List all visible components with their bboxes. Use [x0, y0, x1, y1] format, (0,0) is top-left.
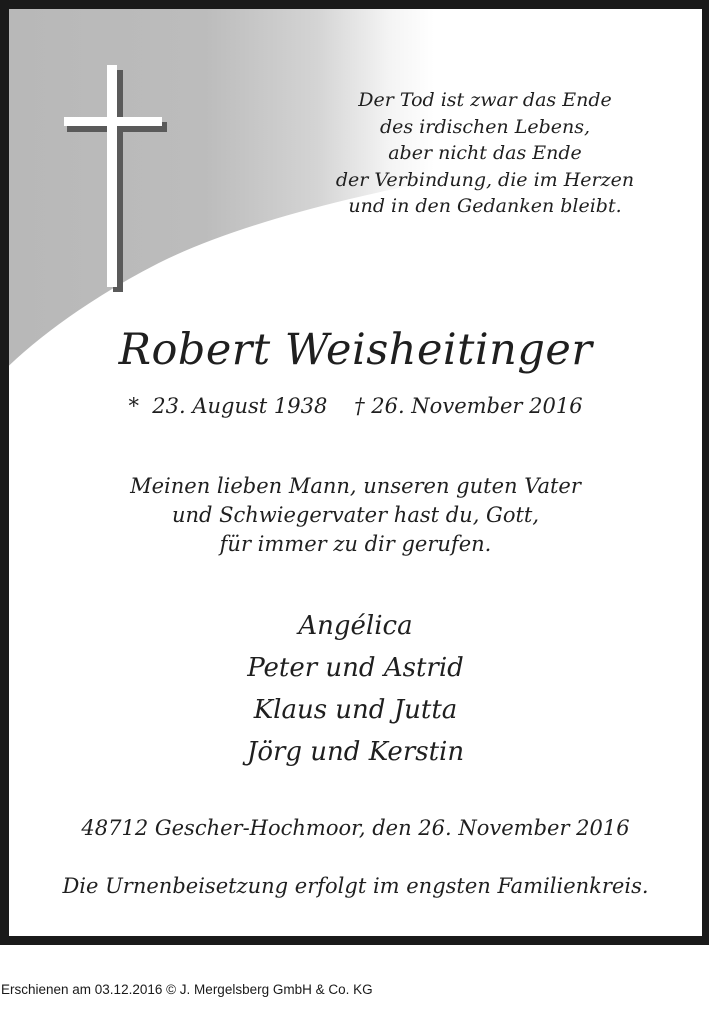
mourner-name: Peter und Astrid [247, 653, 464, 683]
mourner-name: Klaus und Jutta [253, 695, 458, 725]
date-separator [327, 394, 354, 418]
burial-note: Die Urnenbeisetzung erfolgt im engsten Familienkreis. [62, 874, 649, 898]
message-line: und Schwiegervater hast du, Gott, [171, 503, 540, 527]
publication-footer: Erschienen am 03.12.2016 © J. Mergelsberg GmbH & Co. KG [1, 982, 373, 997]
life-dates [9, 391, 702, 421]
mourners-list [9, 605, 702, 773]
mourner-name: Angélica [298, 611, 413, 641]
mourner-name: Jörg und Kerstin [246, 737, 465, 767]
memorial-quote [305, 87, 665, 220]
message-line: Meinen lieben Mann, unseren guten Vater [130, 474, 581, 498]
message-line: für immer zu dir gerufen. [219, 532, 492, 556]
deceased-name: Robert Weisheitinger [118, 325, 593, 375]
quote-line: Der Tod ist zwar das Ende [358, 89, 612, 111]
death-date: † 26. November 2016 [354, 394, 583, 418]
quote-line: des irdischen Lebens, [379, 115, 591, 138]
quote-line: aber nicht das Ende [388, 142, 582, 164]
quote-line: der Verbindung, die im Herzen [335, 168, 635, 191]
birth-date: * 23. August 1938 [128, 394, 328, 418]
place-and-date: 48712 Gescher-Hochmoor, den 26. November 2016 [81, 816, 630, 840]
family-message [9, 472, 702, 559]
quote-line: und in den Gedanken bleibt. [348, 195, 622, 217]
